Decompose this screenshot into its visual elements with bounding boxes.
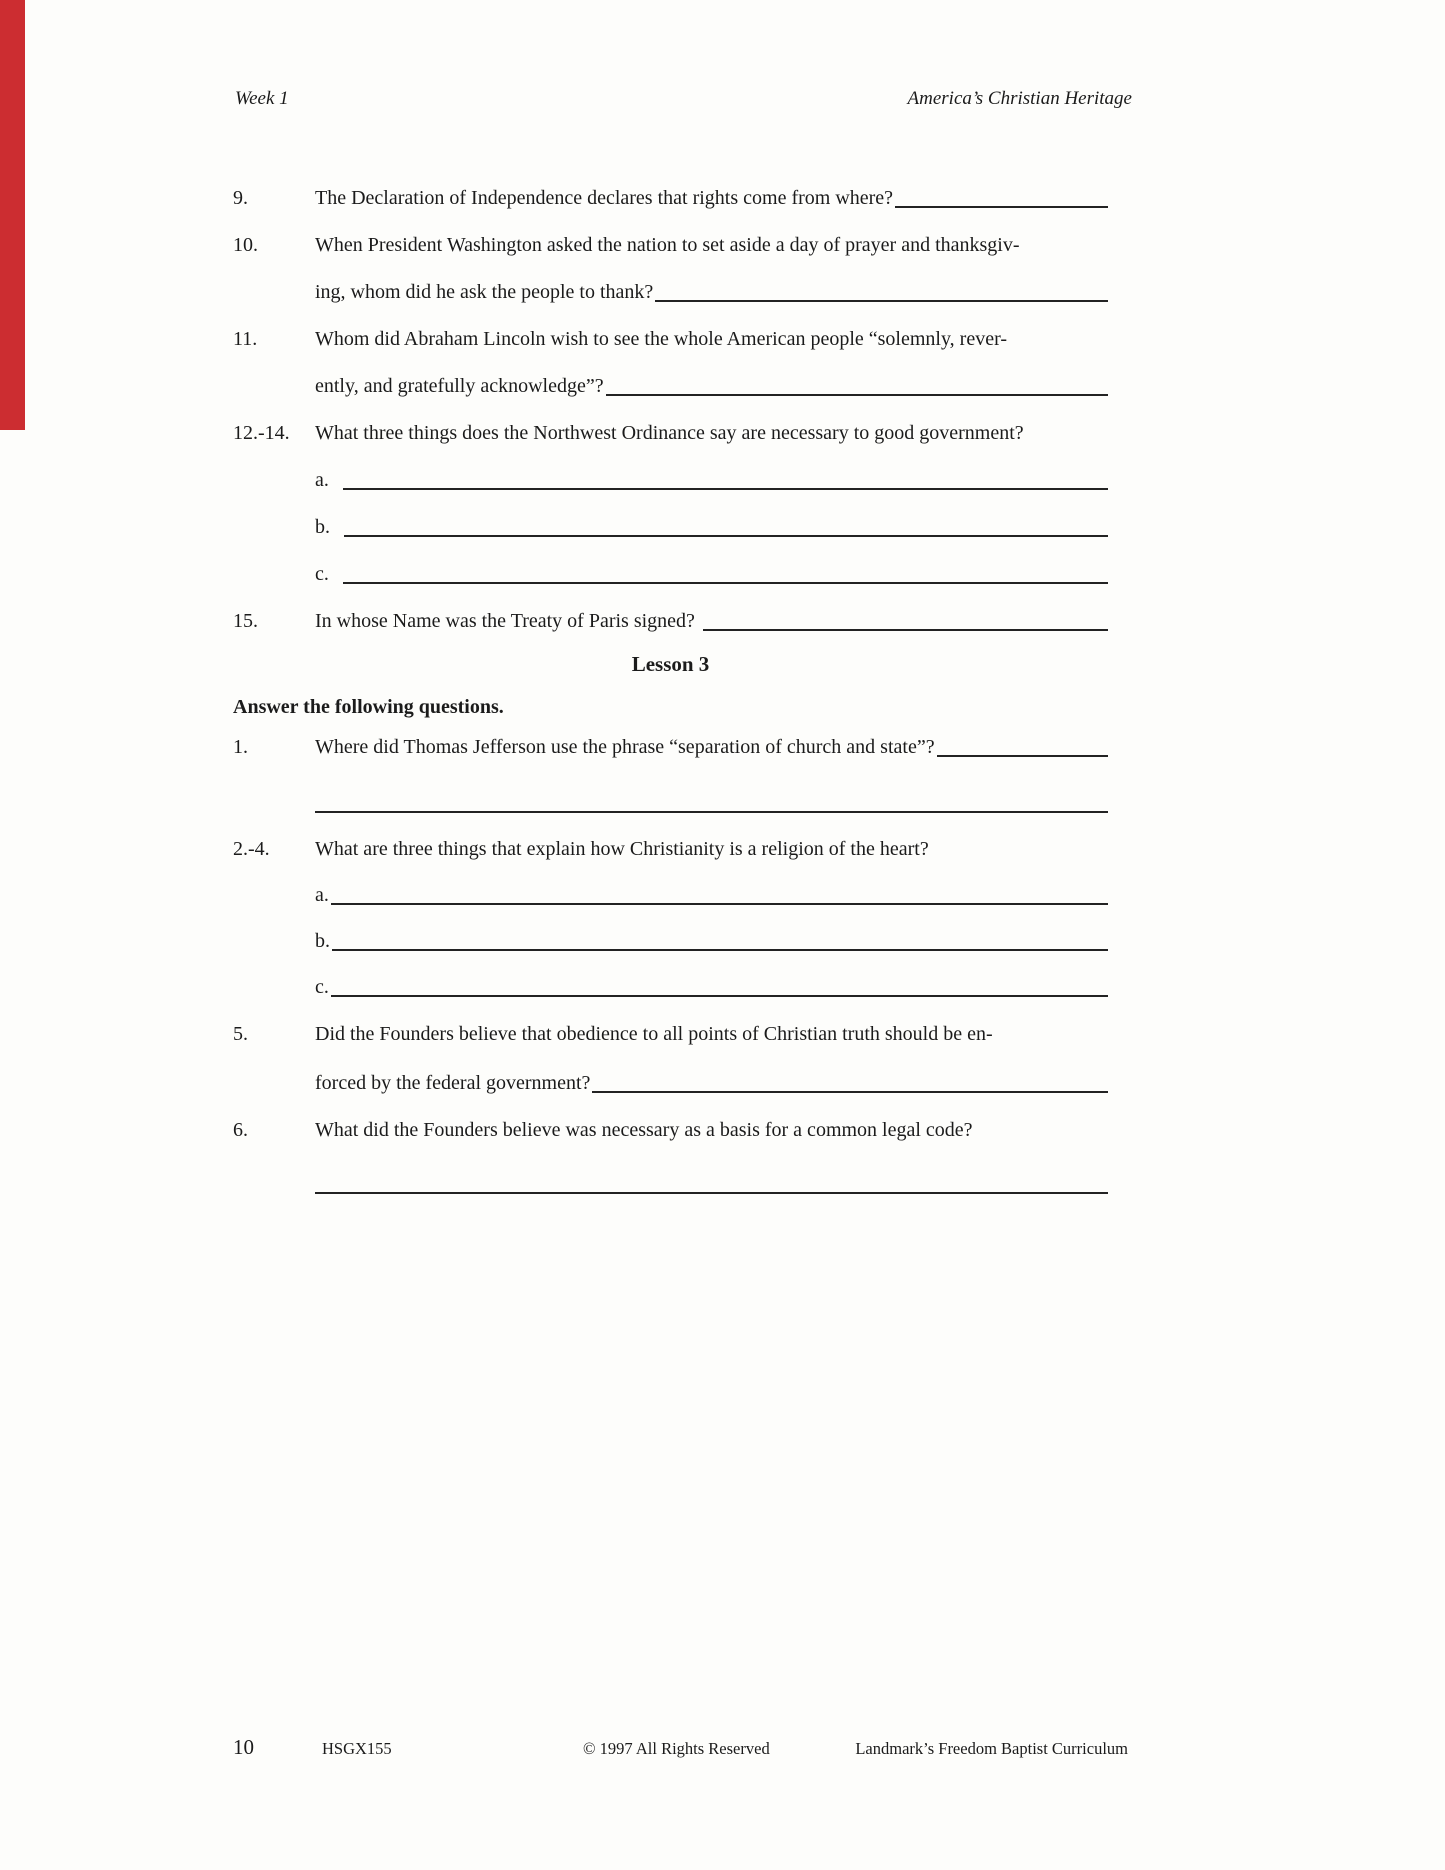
lesson-heading: [233, 635, 1108, 679]
question-row-1: [233, 721, 1108, 761]
answer-blank: [343, 582, 1108, 584]
answer-blank: [315, 811, 1108, 813]
question-row-6-blank: [233, 1144, 1108, 1198]
question-text: In whose Name was the Treaty of Paris signed?: [315, 610, 695, 632]
question-row-1-blank: [233, 761, 1108, 817]
instruction-row: [233, 679, 1108, 721]
answer-blank: [331, 995, 1108, 997]
answer-blank: [343, 488, 1108, 490]
answer-blank: [331, 903, 1108, 905]
subitem-label: c.: [315, 976, 329, 998]
question-number: 5.: [233, 1023, 248, 1045]
page-header: [233, 88, 1132, 114]
question-row-6: [233, 1097, 1108, 1144]
instruction-text: Answer the following questions.: [233, 696, 504, 718]
subitem-label: a.: [315, 884, 329, 906]
catalog-code: HSGX155: [322, 1739, 392, 1758]
question-text: forced by the federal government?: [315, 1072, 591, 1094]
answer-blank: [606, 394, 1108, 396]
question-text: What three things does the Northwest Ordinance say are necessary to good government?: [315, 422, 1024, 444]
lesson-title: Lesson 3: [631, 652, 710, 676]
question-number: 2.-4.: [233, 838, 270, 860]
question-number: 15.: [233, 610, 258, 632]
question-text: ently, and gratefully acknowledge”?: [315, 375, 604, 397]
question-row-2-4: [233, 817, 1108, 863]
question-text: Whom did Abraham Lincoln wish to see the whole American people “solemnly, rever-: [315, 328, 1007, 350]
question-row-15: [233, 588, 1108, 635]
answer-blank: [703, 629, 1108, 631]
question-row-11-cont: [233, 353, 1108, 400]
scan-edge-stripe: [0, 0, 25, 430]
question-number: 12.-14.: [233, 422, 290, 444]
page-number: 10: [233, 1735, 254, 1759]
copyright-text: © 1997 All Rights Reserved: [583, 1739, 770, 1758]
question-text: When President Washington asked the nation to set aside a day of prayer and thanksgiv-: [315, 234, 1020, 256]
question-row-10: [233, 212, 1108, 259]
answer-blank: [895, 206, 1108, 208]
question-text: ing, whom did he ask the people to thank?: [315, 281, 654, 303]
question-row-5: [233, 1001, 1108, 1048]
subitem-row-b: [233, 909, 1108, 955]
subitem-row-b: [233, 494, 1108, 541]
subitem-row-a: [233, 863, 1108, 909]
question-number: 9.: [233, 187, 248, 209]
worksheet-body: [233, 165, 1108, 1198]
answer-blank: [937, 755, 1108, 757]
subitem-label: a.: [315, 469, 329, 491]
header-week-label: Week 1: [235, 88, 289, 109]
question-row-11: [233, 306, 1108, 353]
answer-blank: [592, 1091, 1108, 1093]
question-text: What did the Founders believe was necessary as a basis for a common legal code?: [315, 1119, 973, 1141]
subitem-label: b.: [315, 516, 330, 538]
question-text: Did the Founders believe that obedience to all points of Christian truth should be en-: [315, 1023, 993, 1045]
subitem-row-a: [233, 447, 1108, 494]
subitem-label: c.: [315, 563, 329, 585]
answer-blank: [332, 949, 1108, 951]
question-text: Where did Thomas Jefferson use the phrase “separation of church and state”?: [315, 736, 935, 758]
question-row-10-cont: [233, 259, 1108, 306]
question-number: 1.: [233, 736, 248, 758]
answer-blank: [344, 535, 1108, 537]
publisher-name: Landmark’s Freedom Baptist Curriculum: [855, 1739, 1128, 1758]
subitem-label: b.: [315, 930, 330, 952]
answer-blank: [655, 300, 1108, 302]
question-row-12-14: [233, 400, 1108, 447]
header-course-title: America’s Christian Heritage: [907, 88, 1132, 109]
question-row-5-cont: [233, 1048, 1108, 1097]
page-footer: [233, 1730, 1128, 1760]
question-number: 6.: [233, 1119, 248, 1141]
question-text: The Declaration of Independence declares that rights come from where?: [315, 187, 894, 209]
question-text: What are three things that explain how Christianity is a religion of the heart?: [315, 838, 929, 860]
question-number: 10.: [233, 234, 258, 256]
answer-blank: [315, 1192, 1108, 1194]
subitem-row-c: [233, 955, 1108, 1001]
question-number: 11.: [233, 328, 258, 350]
subitem-row-c: [233, 541, 1108, 588]
question-row-9: [233, 165, 1108, 212]
